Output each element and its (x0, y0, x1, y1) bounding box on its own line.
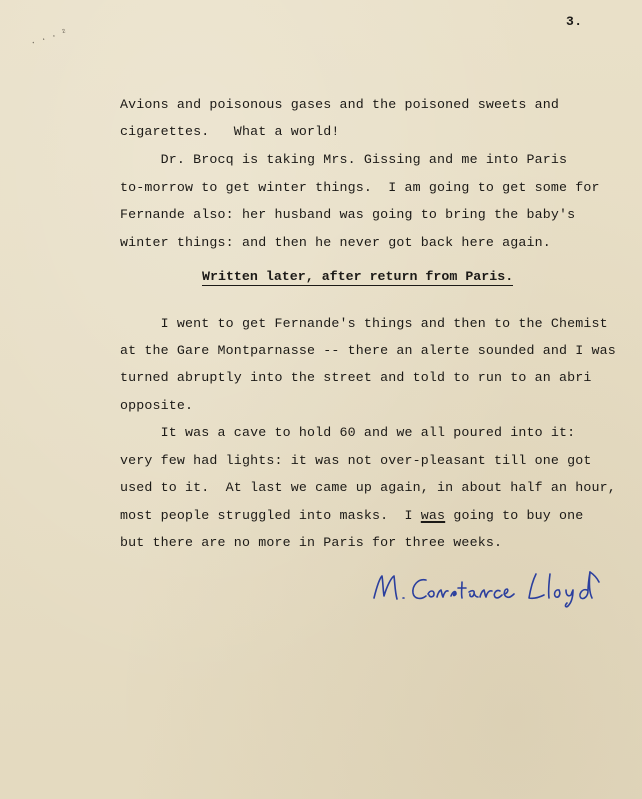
body-line: winter things: and then he never got back here again. (120, 235, 551, 250)
body-line: very few had lights: it was not over-pleasant till one got (120, 453, 592, 468)
body-line (120, 508, 583, 524)
body-text: going to buy one (445, 508, 584, 523)
body-line: cigarettes. What a world! (120, 124, 340, 139)
handwritten-signature (368, 568, 608, 610)
body-line: opposite. (120, 398, 194, 413)
body-text: most people struggled into masks. I (120, 508, 421, 523)
underlined-word: was (420, 508, 446, 523)
corner-pencil-mark: · · · ² (29, 27, 69, 49)
body-line: I went to get Fernande's things and then to the Chemist (120, 316, 608, 331)
body-line: Dr. Brocq is taking Mrs. Gissing and me into Paris (120, 152, 568, 167)
page-number: 3. (566, 14, 583, 29)
body-line: Fernande also: her husband was going to bring the baby's (120, 207, 576, 222)
body-line: Avions and poisonous gases and the poisoned sweets and (120, 97, 559, 112)
body-line: but there are no more in Paris for three weeks. (120, 535, 503, 550)
body-line: It was a cave to hold 60 and we all poured into it: (120, 425, 576, 440)
body-line: used to it. At last we came up again, in about half an hour, (120, 480, 616, 495)
body-line: turned abruptly into the street and told to run to an abri (120, 370, 592, 385)
body-line: to-morrow to get winter things. I am going to get some for (120, 180, 600, 195)
section-heading: Written later, after return from Paris. (202, 269, 514, 284)
body-line: at the Gare Montparnasse -- there an alerte sounded and I was (120, 343, 616, 358)
